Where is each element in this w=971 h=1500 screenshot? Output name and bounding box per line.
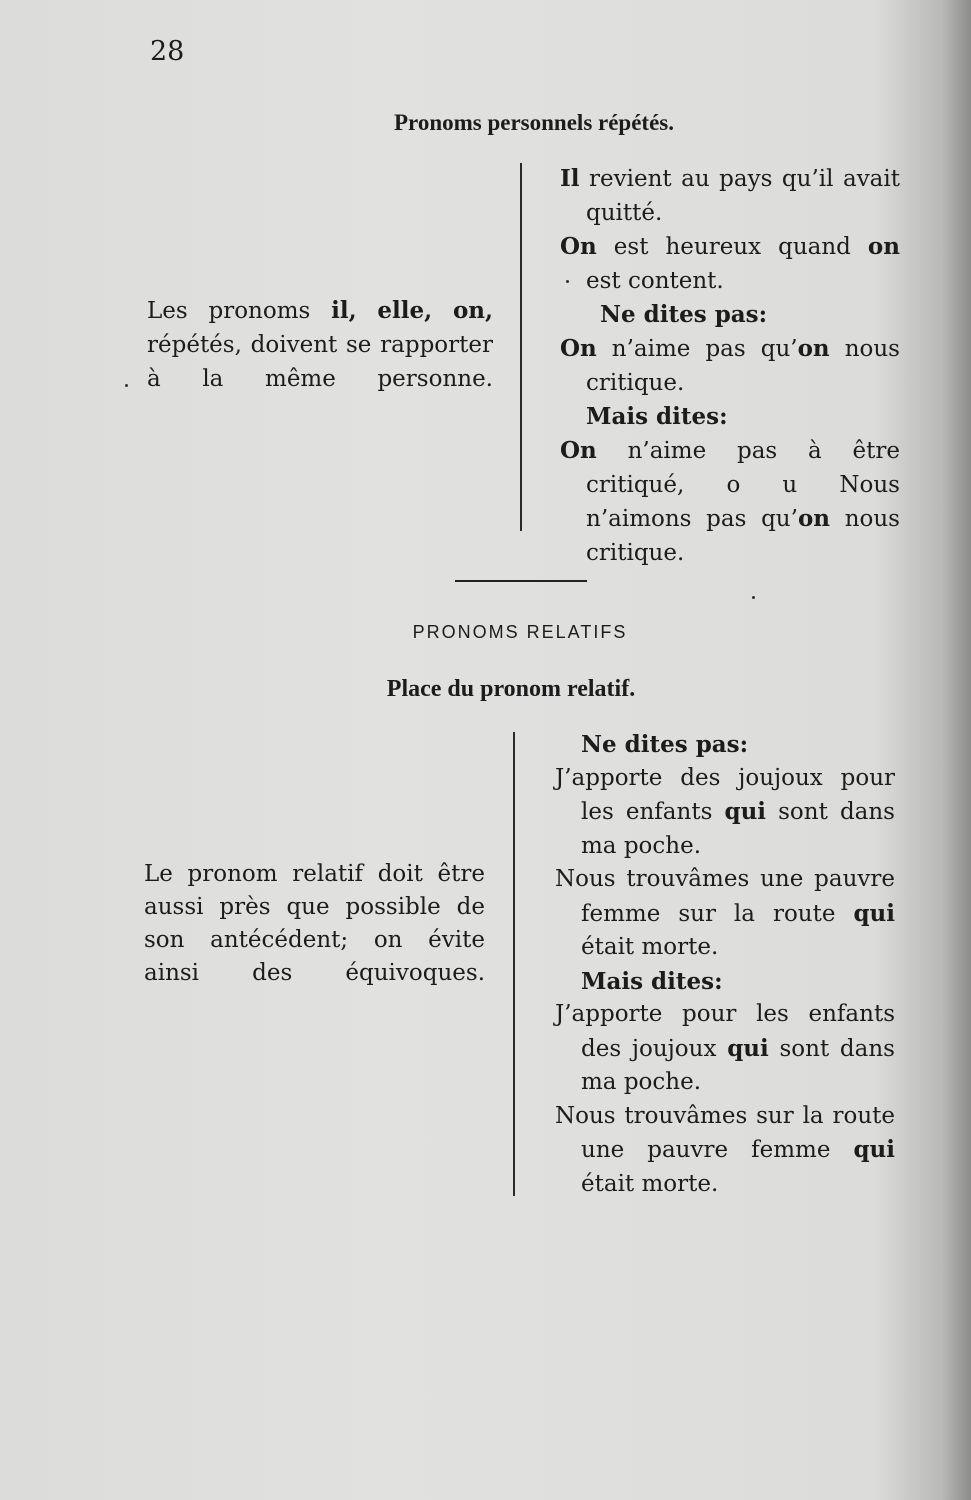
examples-column-1 [560, 162, 900, 570]
rule-pronoms-repetes: Les pronoms il, elle, on, répétés, doivent se rapporter à la même personne. [147, 297, 494, 392]
print-speck [752, 596, 755, 599]
print-speck [125, 384, 128, 387]
examples-column-2 [555, 728, 895, 1201]
example-right-femme: Nous trouvâmes sur la route une pauvre femme qui était morte. [555, 1102, 895, 1197]
example-il-revient: Il revient au pays qu’il avait quitté. [560, 165, 900, 226]
page-number: 28 [150, 36, 185, 67]
example-wrong-femme: Nous trouvâmes une pauvre femme sur la route qui était morte. [555, 866, 895, 960]
bold-elle: elle, [377, 297, 433, 324]
column-divider [520, 163, 522, 531]
example-wrong: On n’aime pas qu’on nous critique. [560, 335, 900, 396]
bold-on: on, [452, 297, 494, 324]
section-heading-pronoms-relatifs: PRONOMS RELATIFS [412, 622, 628, 642]
column-divider-2 [513, 732, 515, 1196]
example-on-heureux: On est heureux quand on est content. [560, 233, 900, 294]
label-mais-dites: Mais dites: [586, 403, 728, 430]
example-right: On n’aime pas à être critiqué, o u Nous n’aimons pas qu’on nous critique. [560, 437, 900, 566]
example-right-joujoux: J’apporte pour les enfants des joujoux qui sont dans ma poche. [555, 1001, 895, 1095]
example-wrong-joujoux: J’apporte des joujoux pour les enfants qui sont dans ma poche. [555, 764, 895, 859]
label-ne-dites-pas-2: Ne dites pas: [581, 731, 749, 758]
section-title-pronoms-personnels: Pronoms personnels répétés. [393, 110, 675, 135]
label-mais-dites-2: Mais dites: [581, 967, 723, 995]
section-title-place-pronom: Place du pronom relatif. [386, 676, 636, 702]
print-speck [566, 280, 569, 283]
label-ne-dites-pas: Ne dites pas: [600, 301, 768, 328]
section-separator [455, 580, 587, 582]
bold-il: il, [331, 297, 357, 324]
rule-pronom-relatif: Le pronom relatif doit être aussi près que possible de son antécédent; on évite ainsi des équivoques. [144, 861, 485, 986]
